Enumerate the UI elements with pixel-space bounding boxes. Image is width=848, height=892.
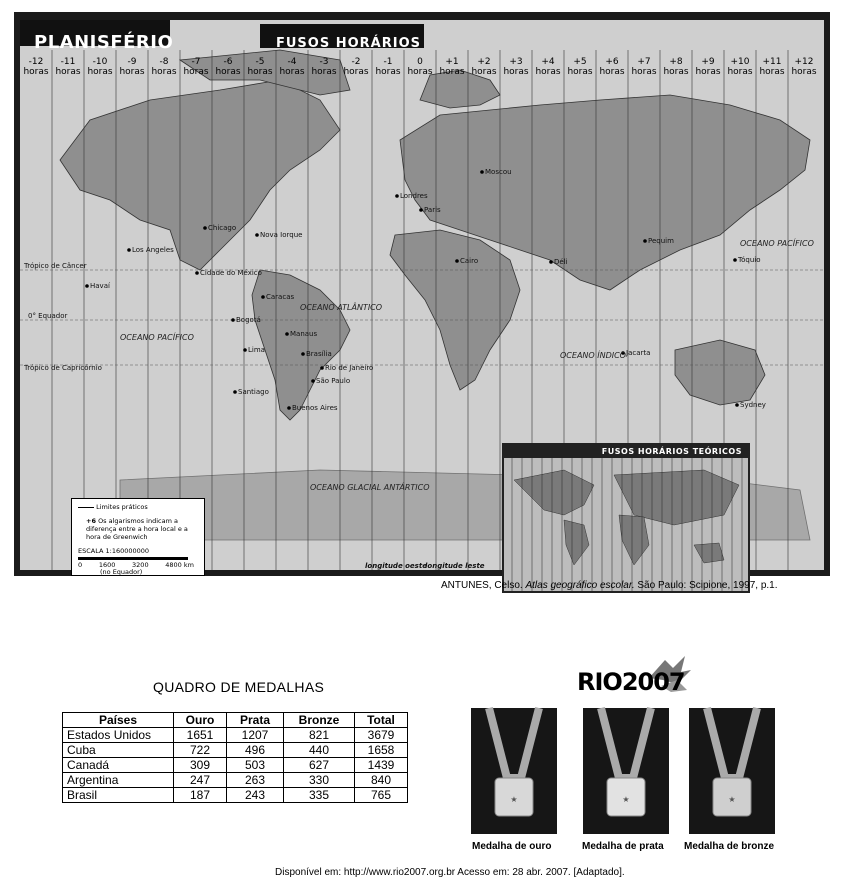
- legend-scale: ESCALA 1:160000000: [78, 547, 150, 555]
- city-label: Cairo: [460, 257, 479, 265]
- column-header: Total: [355, 713, 408, 728]
- timezone-unit-label: horas: [471, 67, 497, 77]
- ocean-atlantic-label: OCEANO ATLÂNTICO: [300, 303, 383, 312]
- city-marker: [301, 352, 305, 356]
- citation-work: Atlas geográfico escolar.: [525, 580, 635, 591]
- rio2007-logo: [573, 650, 693, 702]
- scale-tick: 4800 km: [165, 561, 194, 569]
- gold-medal-image: [471, 708, 557, 834]
- equator-label: 0° Equador: [28, 312, 68, 320]
- city-marker: [735, 403, 739, 407]
- medal-count-cell: 722: [174, 743, 227, 758]
- medal-count-cell: 263: [227, 773, 284, 788]
- city-label: Havaí: [90, 282, 110, 290]
- timezone-offset-label: -4: [287, 57, 297, 67]
- timezone-offset-label: -1: [383, 57, 393, 67]
- city-label: Cidade do México: [200, 269, 262, 277]
- tropic-capricorn-label: Trópico de Capricórnio: [24, 364, 102, 372]
- scale-tick: 0: [78, 561, 83, 569]
- timezone-unit-label: horas: [727, 67, 753, 77]
- medal-count-cell: 1207: [227, 728, 284, 743]
- timezone-offset-label: +12: [794, 57, 814, 67]
- city-marker: [480, 170, 484, 174]
- city-label: Sydney: [740, 401, 766, 409]
- timezone-offset-label: +8: [669, 57, 683, 67]
- medal-count-cell: 3679: [355, 728, 408, 743]
- tropic-cancer-label: Trópico de Câncer: [24, 262, 87, 270]
- svg-text:★: ★: [510, 795, 518, 804]
- timezone-unit-label: horas: [311, 67, 337, 77]
- city-marker: [85, 284, 89, 288]
- table-header-row: [63, 713, 408, 728]
- city-label: Paris: [424, 206, 441, 214]
- country-cell: Cuba: [63, 743, 174, 758]
- ocean-antarctic-label: OCEANO GLACIAL ANTÁRTICO: [310, 483, 430, 492]
- table-row: [63, 788, 408, 803]
- timezone-unit-label: horas: [247, 67, 273, 77]
- timezone-unit-label: horas: [439, 67, 465, 77]
- timezone-offset-label: -11: [60, 57, 76, 67]
- citation-author: ANTUNES, Celso.: [441, 580, 523, 591]
- city-label: Caracas: [266, 293, 295, 301]
- city-marker: [643, 239, 647, 243]
- timezone-unit-label: horas: [215, 67, 241, 77]
- city-marker: [127, 248, 131, 252]
- ocean-indian-label: OCEANO ÍNDICO: [560, 351, 626, 360]
- city-label: Chicago: [208, 224, 237, 232]
- silver-medal-image: [583, 708, 669, 834]
- legend-note-value: +6: [86, 517, 96, 525]
- city-marker: [255, 233, 259, 237]
- city-label: Déli: [554, 258, 568, 266]
- ocean-pacific-west-label: OCEANO PACÍFICO: [120, 333, 194, 342]
- table-row: [63, 773, 408, 788]
- timezone-unit-label: horas: [279, 67, 305, 77]
- timezone-offset-label: -6: [223, 57, 233, 67]
- medal-count-cell: 243: [227, 788, 284, 803]
- medal-count-cell: 187: [174, 788, 227, 803]
- timezone-offset-label: +11: [762, 57, 782, 67]
- city-label: Pequim: [648, 237, 674, 245]
- inset-title: FUSOS HORÁRIOS TEÓRICOS: [504, 445, 748, 458]
- timezone-offset-label: +9: [701, 57, 715, 67]
- timezone-unit-label: horas: [151, 67, 177, 77]
- city-label: Los Angeles: [132, 246, 174, 254]
- city-label: Nova Iorque: [260, 231, 303, 239]
- city-label: Bogotá: [236, 316, 261, 324]
- city-label: Santiago: [238, 388, 269, 396]
- map-legend: [71, 498, 205, 576]
- city-marker: [243, 348, 247, 352]
- medal-count-cell: 840: [355, 773, 408, 788]
- timezone-unit-label: horas: [631, 67, 657, 77]
- timezone-unit-label: horas: [183, 67, 209, 77]
- timezone-offset-label: +3: [509, 57, 523, 67]
- city-label: Moscou: [485, 168, 512, 176]
- column-header: Prata: [227, 713, 284, 728]
- city-marker: [733, 258, 737, 262]
- city-marker: [320, 366, 324, 370]
- timezone-offset-label: -8: [159, 57, 169, 67]
- medal-count-cell: 1651: [174, 728, 227, 743]
- legend-note: [86, 517, 196, 541]
- legend-scale-note: (no Equador): [100, 568, 143, 576]
- medal-table: [62, 712, 408, 803]
- timezone-offset-label: -10: [92, 57, 108, 67]
- timezone-unit-label: horas: [407, 67, 433, 77]
- timezone-offset-label: +7: [637, 57, 651, 67]
- source-note: Disponível em: http://www.rio2007.org.br Acesso em: 28 abr. 2007. [Adaptado].: [275, 867, 625, 878]
- timezone-offset-label: +1: [445, 57, 459, 67]
- timezone-unit-label: horas: [23, 67, 49, 77]
- map-canvas: [20, 20, 824, 576]
- country-cell: Canadá: [63, 758, 174, 773]
- timezone-offset-label: -9: [127, 57, 137, 67]
- city-marker: [419, 208, 423, 212]
- timezone-offset-label: -3: [319, 57, 329, 67]
- timezone-offset-label: -5: [255, 57, 265, 67]
- timezone-unit-label: horas: [119, 67, 145, 77]
- timezone-offset-label: -2: [351, 57, 361, 67]
- longitude-west-label: longitude oeste: [365, 562, 427, 570]
- timezone-unit-label: horas: [87, 67, 113, 77]
- city-label: Tóquio: [738, 256, 761, 264]
- citation-rest: São Paulo: Scipione, 1997, p.1.: [637, 580, 778, 591]
- medal-count-cell: 309: [174, 758, 227, 773]
- legend-note-text: Os algarismos indicam a diferença entre a hora local e a hora de Greenwich: [86, 517, 188, 541]
- city-label: São Paulo: [316, 377, 351, 385]
- city-label: Jacarta: [626, 349, 651, 357]
- timezone-offset-label: +2: [477, 57, 491, 67]
- medal-count-cell: 503: [227, 758, 284, 773]
- medal-count-cell: 496: [227, 743, 284, 758]
- column-header: Bronze: [284, 713, 355, 728]
- medal-count-cell: 330: [284, 773, 355, 788]
- table-row: [63, 743, 408, 758]
- inset-map: [504, 445, 748, 591]
- country-cell: Estados Unidos: [63, 728, 174, 743]
- medal-count-cell: 821: [284, 728, 355, 743]
- city-marker: [455, 259, 459, 263]
- country-cell: Brasil: [63, 788, 174, 803]
- table-row: [63, 728, 408, 743]
- timezone-unit-label: horas: [567, 67, 593, 77]
- city-marker: [285, 332, 289, 336]
- timezone-unit-label: horas: [599, 67, 625, 77]
- city-marker: [311, 379, 315, 383]
- timezone-offset-label: -7: [191, 57, 201, 67]
- timezone-unit-label: horas: [759, 67, 785, 77]
- medal-count-cell: 1439: [355, 758, 408, 773]
- table-row: [63, 758, 408, 773]
- city-marker: [261, 295, 265, 299]
- timezone-offset-label: +10: [730, 57, 750, 67]
- world-timezone-map: [14, 12, 830, 576]
- city-label: Manaus: [290, 330, 318, 338]
- medal-count-cell: 247: [174, 773, 227, 788]
- bronze-medal-caption: Medalha de bronze: [684, 841, 775, 852]
- city-label: Lima: [248, 346, 265, 354]
- column-header: Ouro: [174, 713, 227, 728]
- timezone-unit-label: horas: [55, 67, 81, 77]
- column-header: Países: [63, 713, 174, 728]
- city-label: Londres: [400, 192, 428, 200]
- timezone-unit-label: horas: [375, 67, 401, 77]
- timezone-offset-label: 0: [417, 57, 423, 67]
- legend-limits-label: Limites práticos: [96, 503, 148, 511]
- city-marker: [233, 390, 237, 394]
- timezone-unit-label: horas: [663, 67, 689, 77]
- country-cell: Argentina: [63, 773, 174, 788]
- scale-tick: 1600: [98, 561, 116, 569]
- city-label: Brasília: [306, 350, 332, 358]
- gold-medal-caption: Medalha de ouro: [472, 841, 552, 852]
- city-marker: [549, 260, 553, 264]
- timezone-offset-label: +5: [573, 57, 587, 67]
- bronze-medal-image: [689, 708, 775, 834]
- timezone-offset-label: -12: [28, 57, 44, 67]
- timezone-offset-label: +4: [541, 57, 555, 67]
- city-marker: [203, 226, 207, 230]
- legend-limits-row: [78, 503, 148, 511]
- medal-count-cell: 1658: [355, 743, 408, 758]
- timezone-unit-label: horas: [695, 67, 721, 77]
- logo-text: RIO2007: [577, 668, 685, 696]
- theoretical-timezones-inset: [502, 443, 750, 593]
- medal-count-cell: 440: [284, 743, 355, 758]
- map-title: PLANISFÉRIO: [34, 32, 174, 53]
- timezone-unit-label: horas: [535, 67, 561, 77]
- longitude-east-label: longitude leste: [425, 562, 485, 570]
- city-marker: [395, 194, 399, 198]
- city-marker: [287, 406, 291, 410]
- medal-table-heading: QUADRO DE MEDALHAS: [153, 679, 325, 695]
- city-marker: [231, 318, 235, 322]
- scale-tick: 3200: [132, 561, 149, 569]
- medal-count-cell: 335: [284, 788, 355, 803]
- map-subtitle: FUSOS HORÁRIOS: [276, 36, 422, 51]
- ocean-pacific-east-label: OCEANO PACÍFICO: [740, 239, 814, 248]
- timezone-unit-label: horas: [343, 67, 369, 77]
- city-label: Buenos Aires: [292, 404, 338, 412]
- timezone-unit-label: horas: [503, 67, 529, 77]
- medal-count-cell: 627: [284, 758, 355, 773]
- city-marker: [195, 271, 199, 275]
- timezone-unit-label: horas: [791, 67, 817, 77]
- legend-scale-bar: [78, 557, 188, 560]
- silver-medal-caption: Medalha de prata: [582, 841, 664, 852]
- timezone-offset-label: +6: [605, 57, 619, 67]
- svg-text:★: ★: [728, 795, 736, 804]
- city-label: Rio de Janeiro: [325, 364, 374, 372]
- map-citation: [441, 580, 778, 591]
- svg-text:★: ★: [622, 795, 630, 804]
- medal-count-cell: 765: [355, 788, 408, 803]
